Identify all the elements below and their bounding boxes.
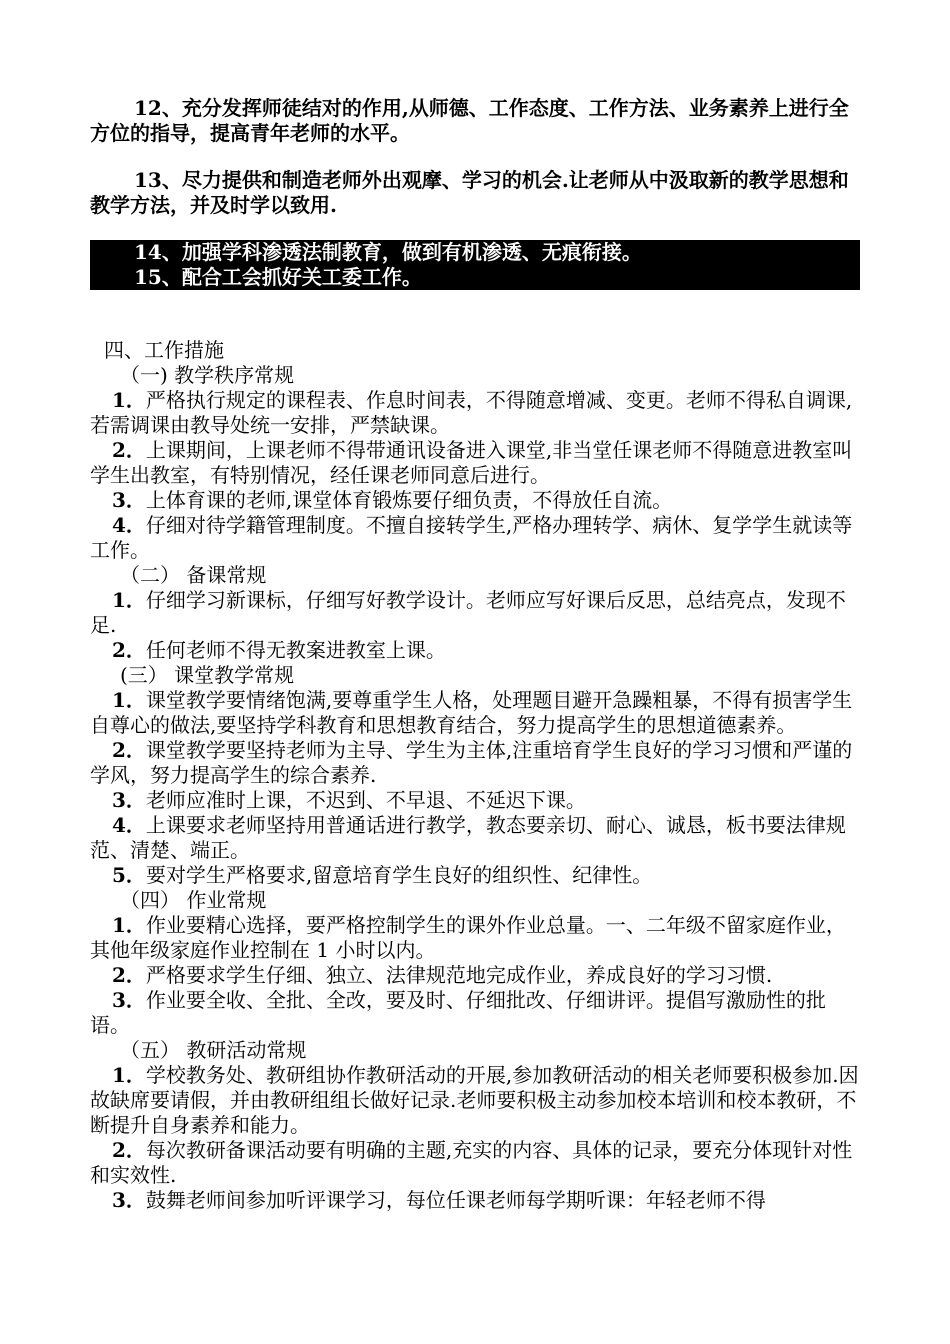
item-number: 1． xyxy=(112,913,146,937)
item-text: 上体育课的老师,课堂体育锻炼要仔细负责，不得放任自流。 xyxy=(145,488,673,512)
item-number: 1． xyxy=(112,1063,146,1087)
subsection-5-list xyxy=(90,1063,860,1213)
item-number: 2． xyxy=(112,738,146,762)
list-item xyxy=(90,988,860,1038)
subsection-title-5: （五） 教研活动常规 xyxy=(120,1038,307,1062)
paragraph-12: 12、充分发挥师徒结对的作用,从师德、工作态度、工作方法、业务素养上进行全方位的指导，提高青年老师的水平。 xyxy=(90,96,849,145)
item-number: 2． xyxy=(112,638,146,662)
subsection-4-list xyxy=(90,913,860,1038)
item-number: 4． xyxy=(112,813,146,837)
list-item xyxy=(90,813,860,863)
list-item xyxy=(90,738,860,788)
list-item xyxy=(90,438,860,488)
list-item xyxy=(90,488,860,513)
item-number: 2． xyxy=(112,1138,146,1162)
item-number: 3． xyxy=(112,488,146,512)
item-text: 上课期间，上课老师不得带通讯设备进入课堂,非当堂任课老师不得随意进教室叫学生出教室，有特别情况，经任课老师同意后进行。 xyxy=(90,438,853,487)
item-number: 3． xyxy=(112,1188,146,1212)
list-item xyxy=(90,1188,860,1213)
highlighted-paragraph-14: 14、加强学科渗透法制教育，做到有机渗透、无痕衔接。 xyxy=(90,240,860,265)
list-item xyxy=(90,913,860,963)
item-text: 作业要精心选择，要严格控制学生的课外作业总量。一、二年级不留家庭作业，其他年级家庭作业控制在 1 小时以内。 xyxy=(90,913,846,962)
subsection-title-3: (三） 课堂教学常规 xyxy=(120,663,295,687)
subsection-title-1: （一) 教学秩序常规 xyxy=(120,363,295,387)
item-text: 作业要全收、全批、全改，要及时、仔细批改、仔细讲评。提倡写激励性的批语。 xyxy=(90,988,826,1037)
subsection-3-list xyxy=(90,688,860,888)
item-text: 严格执行规定的课程表、作息时间表，不得随意增减、变更。老师不得私自调课,若需调课由教导处统一安排，严禁缺课。 xyxy=(90,388,853,437)
item-text: 每次教研备课活动要有明确的主题,充实的内容、具体的记录，要充分体现针对性和实效性. xyxy=(90,1138,853,1187)
item-number: 4． xyxy=(112,513,146,537)
item-text: 上课要求老师坚持用普通话进行教学，教态要亲切、耐心、诚恳，板书要法律规范、清楚、端正。 xyxy=(90,813,846,862)
item-number: 3． xyxy=(112,988,146,1012)
item-text: 课堂教学要坚持老师为主导、学生为主体,注重培育学生良好的学习习惯和严谨的学风，努力提高学生的综合素养. xyxy=(90,738,853,787)
item-text: 仔细对待学籍管理制度。不擅自接转学生,严格办理转学、病休、复学学生就读等工作。 xyxy=(90,513,853,562)
list-item xyxy=(90,388,860,438)
item-number: 5． xyxy=(112,863,146,887)
subsection-2-list xyxy=(90,588,860,663)
highlighted-paragraph-15: 15、配合工会抓好关工委工作。 xyxy=(90,265,860,290)
item-number: 2． xyxy=(112,963,146,987)
item-text: 老师应准时上课，不迟到、不早退、不延迟下课。 xyxy=(145,788,586,812)
item-text: 仔细学习新课标，仔细写好教学设计。老师应写好课后反思，总结亮点，发现不足. xyxy=(90,588,846,637)
subsection-title-4: （四） 作业常规 xyxy=(120,888,267,912)
item-text: 课堂教学要情绪饱满,要尊重学生人格，处理题目避开急躁粗暴，不得有损害学生自尊心的做法,要坚持学科教育和思想教育结合，努力提高学生的思想道德素养。 xyxy=(90,688,853,737)
list-item xyxy=(90,788,860,813)
list-item xyxy=(90,863,860,888)
item-number: 1． xyxy=(112,688,146,712)
section-title: 四、工作措施 xyxy=(104,338,224,362)
list-item xyxy=(90,513,860,563)
list-item xyxy=(90,1063,860,1138)
list-item xyxy=(90,638,860,663)
item-text: 严格要求学生仔细、独立、法律规范地完成作业，养成良好的学习习惯. xyxy=(145,963,773,987)
list-item xyxy=(90,688,860,738)
item-text: 要对学生严格要求,留意培育学生良好的组织性、纪律性。 xyxy=(145,863,653,887)
item-number: 2． xyxy=(112,438,146,462)
document-page xyxy=(90,96,860,1213)
subsection-1-list xyxy=(90,388,860,563)
item-text: 鼓舞老师间参加听评课学习，每位任课老师每学期听课：年轻老师不得 xyxy=(145,1188,766,1212)
list-item xyxy=(90,1138,860,1188)
subsection-title-2: （二） 备课常规 xyxy=(120,563,267,587)
item-text: 学校教务处、教研组协作教研活动的开展,参加教研活动的相关老师要积极参加.因故缺席要请假，并由教研组组长做好记录.老师要积极主动参加校本培训和校本教研，不断提升自身素养和能力。 xyxy=(90,1063,859,1137)
item-number: 1． xyxy=(112,588,146,612)
item-text: 任何老师不得无教案进教室上课。 xyxy=(145,638,446,662)
list-item xyxy=(90,588,860,638)
list-item xyxy=(90,963,860,988)
item-number: 1． xyxy=(112,388,146,412)
item-number: 3． xyxy=(112,788,146,812)
paragraph-13: 13、尽力提供和制造老师外出观摩、学习的机会.让老师从中汲取新的教学思想和教学方法，并及时学以致用. xyxy=(90,168,849,217)
